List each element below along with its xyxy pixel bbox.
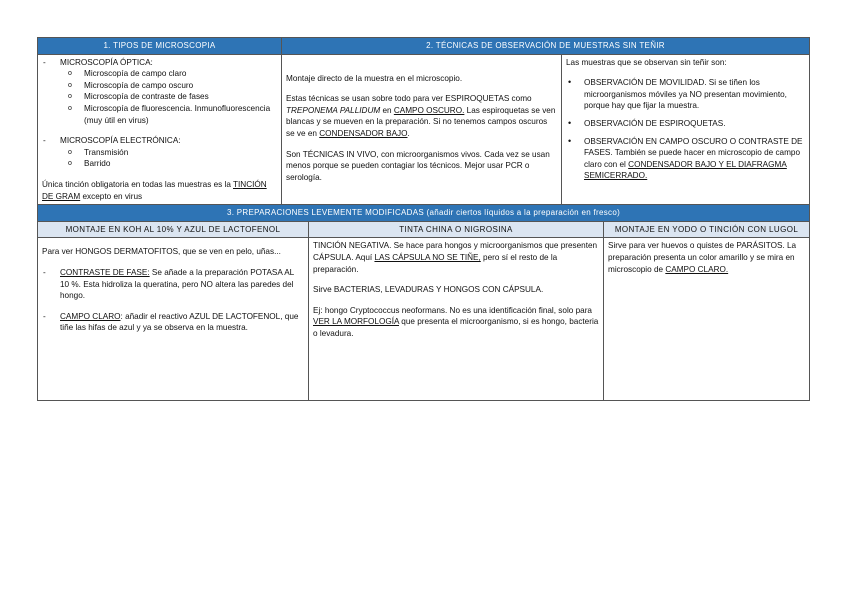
koh-contraste: - CONTRASTE DE FASE: Se añade a la preparación POTASA AL 10 %. Esta hidroliza la queratina, pero NO altera las paredes del hongo. — [42, 267, 304, 302]
header-tipos-microscopia: 1. TIPOS DE MICROSCOPIA — [38, 38, 282, 55]
koh-intro: Para ver HONGOS DERMATOFITOS, que se ven en pelo, uñas... — [42, 247, 281, 257]
yodo-text: Sirve para ver huevos o quistes de PARÁSITOS. La preparación presenta un color amarillo y se mira en microscopio de CAMPO CLARO. — [608, 241, 797, 274]
list-item: • OBSERVACIÓN DE ESPIROQUETAS. — [566, 118, 805, 130]
cell-muestras-sin-tenir — [562, 54, 810, 205]
tinta-ejemplo-text: Ej: hongo Cryptococcus neoformans. No es una identificación final, solo para VER LA MORFOLOGÍA que presenta el microorganismo, si es hongo, bacteria o levadura. — [313, 305, 599, 338]
list-item: o Microscopía de campo oscuro — [42, 80, 277, 92]
cell-tinta-china — [309, 238, 604, 401]
electronica-title: - MICROSCOPÍA ELECTRÓNICA: — [42, 135, 277, 147]
header-tecnicas-sin-tenir: 2. TÉCNICAS DE OBSERVACIÓN DE MUESTRAS SIN TEÑIR — [282, 38, 810, 55]
list-item: o Microscopía de contraste de fases — [42, 91, 277, 103]
list-item: o Microscopía de fluorescencia. Inmunofluorescencia (muy útil en virus) — [42, 103, 277, 126]
gram-highlight: TINCIÓN DE GRAM — [42, 179, 267, 201]
subheader-tinta-china: TINTA CHINA O NIGROSINA — [309, 221, 604, 238]
header-preparaciones: 3. PREPARACIONES LEVEMENTE MODIFICADAS (añadir ciertos líquidos a la preparación en fresco) — [38, 205, 810, 222]
optica-list — [42, 68, 277, 126]
in-vivo-text: Son TÉCNICAS IN VIVO, con microorganismos vivos. Cada vez se usan menos porque se pueden contagiar los técnicos. Mejor usar PCR o serología. — [286, 149, 550, 182]
tinta-negativa-text: TINCIÓN NEGATIVA. Se hace para hongos y microorganismos que presenten CÁPSULA. Aquí LAS CÁPSULA NO SE TIÑE, pero sí el resto de la preparación. — [313, 241, 598, 274]
list-item: o Barrido — [42, 158, 277, 170]
list-item: o Microscopía de campo claro — [42, 68, 277, 80]
montaje-directo-text: Montaje directo de la muestra en el microscopio. — [286, 73, 463, 83]
optica-title: - MICROSCOPÍA ÓPTICA: — [42, 57, 277, 69]
summary-table — [37, 37, 810, 401]
subheader-yodo: MONTAJE EN YODO O TINCIÓN CON LUGOL — [604, 221, 810, 238]
cell-koh — [38, 238, 309, 401]
espiroquetas-text: Estas técnicas se usan sobre todo para ver ESPIROQUETAS como TREPONEMA PALLIDUM en CAMPO OSCURO. Las espiroquetas se ven blancas y se mueven en la preparación. Si no tenemos campos oscuros se ve en CONDENSADOR BAJO. — [286, 94, 556, 138]
subheader-koh: MONTAJE EN KOH AL 10% Y AZUL DE LACTOFENOL — [38, 221, 309, 238]
list-item: • OBSERVACIÓN EN CAMPO OSCURO O CONTRASTE DE FASES. También se puede hacer en microscopio de campo claro con el CONDENSADOR BAJO Y EL DIAFRAGMA SEMICERRADO. — [566, 136, 805, 182]
cell-montaje-directo — [282, 54, 562, 205]
list-item: o Transmisión — [42, 147, 277, 159]
gram-note: Única tinción obligatoria en todas las muestras es la TINCIÓN DE GRAM excepto en virus — [42, 179, 267, 201]
sin-tenir-list — [566, 77, 805, 182]
tinta-sirve-text: Sirve BACTERIAS, LEVADURAS Y HONGOS CON CÁPSULA. — [313, 285, 544, 295]
sin-tenir-intro: Las muestras que se observan sin teñir son: — [566, 57, 727, 67]
electronica-list — [42, 147, 277, 170]
cell-tipos-microscopia — [38, 54, 282, 205]
koh-campo-claro: - CAMPO CLARO: añadir el reactivo AZUL DE LACTOFENOL, que tiñe las hifas de azul y ya se observa en la muestra. — [42, 311, 304, 334]
list-item: • OBSERVACIÓN DE MOVILIDAD. Si se tiñen los microorganismos móviles ya NO presentan movimiento, porque hay que fijar la muestra. — [566, 77, 805, 112]
cell-yodo — [604, 238, 810, 401]
